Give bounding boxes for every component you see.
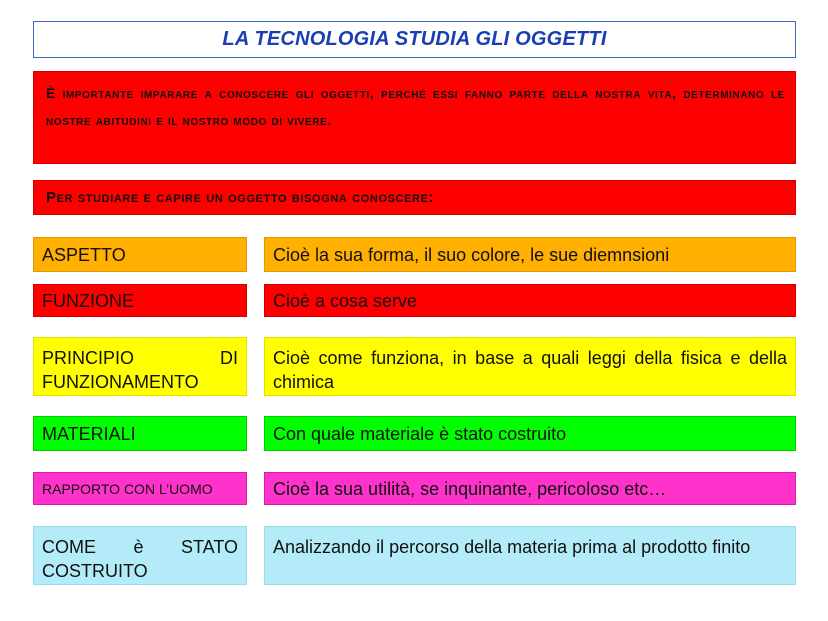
page-title: LA TECNOLOGIA STUDIA GLI OGGETTI	[222, 28, 607, 50]
title-box	[33, 21, 796, 58]
term-costruito: COME è STATO COSTRUITO	[33, 526, 247, 585]
term-funzione: FUNZIONE	[33, 284, 247, 317]
description-materiali: Con quale materiale è stato costruito	[264, 416, 796, 451]
description-aspetto: Cioè la sua forma, il suo colore, le sue diemnsioni	[264, 237, 796, 272]
description-costruito: Analizzando il percorso della materia prima al prodotto finito	[264, 526, 796, 585]
description-principio: Cioè come funziona, in base a quali leggi della fisica e della chimica	[264, 337, 796, 396]
description-rapporto: Cioè la sua utilità, se inquinante, pericoloso etc…	[264, 472, 796, 505]
description-funzione: Cioè a cosa serve	[264, 284, 796, 317]
term-rapporto: RAPPORTO CON L’UOMO	[33, 472, 247, 505]
term-materiali: MATERIALI	[33, 416, 247, 451]
intro-text: È importante imparare a conoscere gli oggetti, perché essi fanno parte della nostra vita, determinano le nostre abitudini e il nostro modo di vivere.	[46, 85, 785, 128]
term-aspetto: ASPETTO	[33, 237, 247, 272]
study-heading: Per studiare e capire un oggetto bisogna conoscere:	[46, 189, 435, 206]
study-heading-box	[33, 180, 796, 215]
term-principio: PRINCIPIO DI FUNZIONAMENTO	[33, 337, 247, 396]
intro-box	[33, 71, 796, 164]
